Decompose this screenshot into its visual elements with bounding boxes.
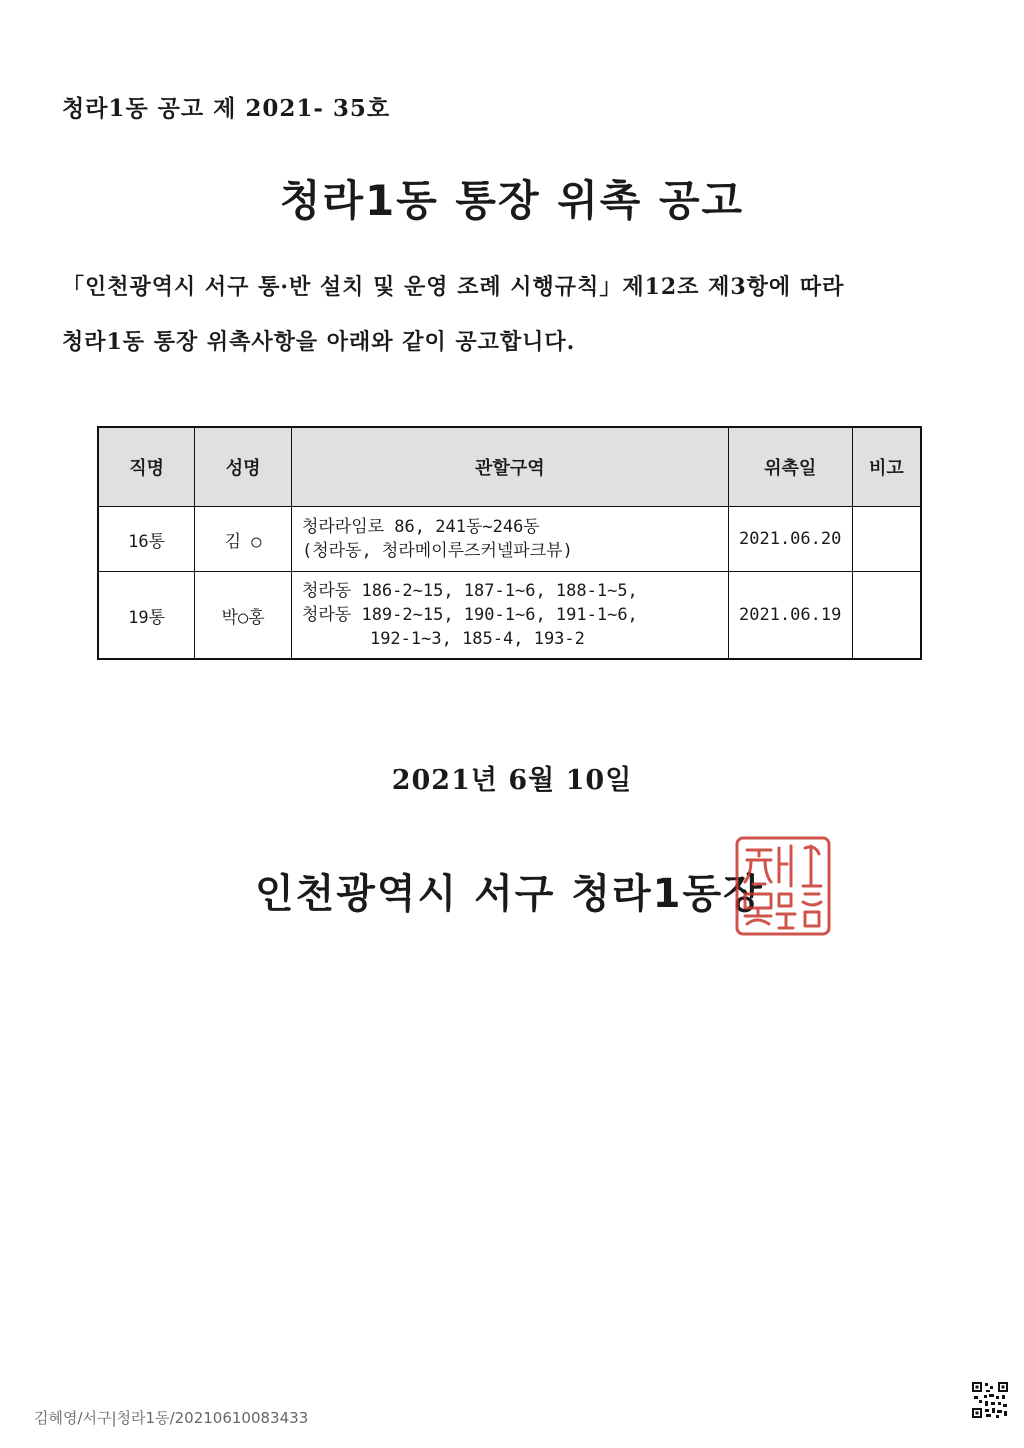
qr-code-icon bbox=[972, 1382, 1008, 1418]
cell-area bbox=[291, 507, 728, 572]
header-area: 관할구역 bbox=[291, 427, 728, 507]
cell-name: 박○홍 bbox=[195, 572, 292, 660]
table-row bbox=[98, 572, 921, 660]
table-row bbox=[98, 507, 921, 572]
cell-note bbox=[852, 572, 921, 660]
document-footer-id: 김혜영/서구|청라1동/20210610083433 bbox=[34, 1409, 309, 1427]
area-line: 청라라임로 86, 241동~246동 bbox=[301, 517, 540, 537]
area-line: (청라동, 청라메이루즈커넬파크뷰) bbox=[301, 541, 573, 561]
page-title: 청라1동 통장 위촉 공고 bbox=[279, 176, 745, 225]
cell-date: 2021.06.19 bbox=[728, 572, 852, 660]
area-line: 청라동 186-2~15, 187-1~6, 188-1~5, bbox=[301, 581, 638, 601]
appointment-table bbox=[97, 426, 922, 660]
header-name: 성명 bbox=[195, 427, 292, 507]
header-note: 비고 bbox=[852, 427, 921, 507]
body-text-line-1: 「인천광역시 서구 통·반 설치 및 운영 조례 시행규칙」제12조 제3항에 따라 bbox=[62, 274, 845, 300]
notice-date: 2021년 6월 10일 bbox=[391, 765, 633, 796]
cell-date: 2021.06.20 bbox=[728, 507, 852, 572]
cell-area bbox=[291, 572, 728, 660]
area-line: 192-1~3, 185-4, 193-2 bbox=[369, 629, 585, 649]
cell-note bbox=[852, 507, 921, 572]
header-position: 직명 bbox=[98, 427, 195, 507]
cell-name: 김 ○ bbox=[195, 507, 292, 572]
body-text-line-2: 청라1동 통장 위촉사항을 아래와 같이 공고합니다. bbox=[62, 329, 576, 355]
issuer-name: 인천광역시 서구 청라1동장 bbox=[255, 871, 764, 917]
notice-number: 청라1동 공고 제 2021- 35호 bbox=[62, 95, 391, 122]
table-header-row bbox=[98, 427, 921, 507]
official-seal-icon bbox=[731, 832, 835, 940]
cell-position: 19통 bbox=[98, 572, 195, 660]
area-line: 청라동 189-2~15, 190-1~6, 191-1~6, bbox=[301, 605, 638, 625]
header-date: 위촉일 bbox=[728, 427, 852, 507]
cell-position: 16통 bbox=[98, 507, 195, 572]
